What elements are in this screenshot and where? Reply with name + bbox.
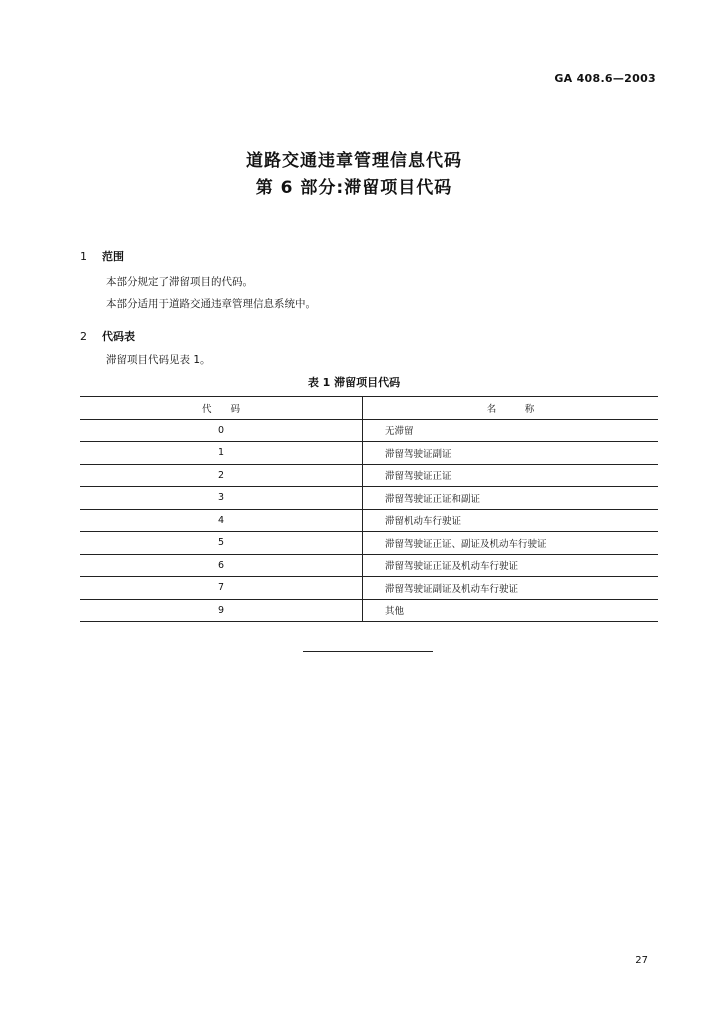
table-row [80, 419, 658, 442]
name-cell: 滞留机动车行驶证 [363, 509, 659, 532]
code-table [80, 396, 658, 622]
table-caption: 表 1 滞留项目代码 [307, 376, 401, 389]
code-cell: 7 [80, 577, 363, 600]
page-number: 27 [635, 955, 648, 966]
section-heading-code-table [80, 328, 135, 344]
name-cell: 滞留驾驶证正证及机动车行驶证 [363, 554, 659, 577]
code-cell: 6 [80, 554, 363, 577]
standard-code: GA 408.6—2003 [554, 72, 656, 85]
code-cell: 1 [80, 442, 363, 465]
code-cell: 5 [80, 532, 363, 555]
name-cell: 其他 [363, 599, 659, 622]
table-header-row [80, 397, 658, 420]
name-cell: 滞留驾驶证副证 [363, 442, 659, 465]
table-row [80, 487, 658, 510]
table-row [80, 532, 658, 555]
section-number: 2 [80, 330, 87, 343]
column-header-name: 名 称 [363, 397, 659, 420]
paragraph: 滞留项目代码见表 1。 [106, 354, 211, 366]
table-row [80, 509, 658, 532]
code-cell: 4 [80, 509, 363, 532]
code-cell: 0 [80, 419, 363, 442]
column-header-code: 代 码 [80, 397, 363, 420]
document-subtitle: 第 6 部分:滞留项目代码 [255, 178, 453, 198]
end-of-document-rule [303, 651, 433, 652]
paragraph: 本部分规定了滞留项目的代码。 [106, 276, 253, 288]
name-cell: 无滞留 [363, 419, 659, 442]
section-title: 范围 [102, 250, 124, 263]
table-row [80, 577, 658, 600]
paragraph: 本部分适用于道路交通违章管理信息系统中。 [106, 298, 316, 310]
name-cell: 滞留驾驶证正证 [363, 464, 659, 487]
code-cell: 2 [80, 464, 363, 487]
name-cell: 滞留驾驶证正证和副证 [363, 487, 659, 510]
table-row [80, 599, 658, 622]
name-cell: 滞留驾驶证副证及机动车行驶证 [363, 577, 659, 600]
section-title: 代码表 [102, 330, 135, 343]
table-row [80, 464, 658, 487]
document-title: 道路交通违章管理信息代码 [246, 151, 462, 171]
section-heading-scope [80, 248, 124, 264]
code-cell: 9 [80, 599, 363, 622]
code-cell: 3 [80, 487, 363, 510]
name-cell: 滞留驾驶证正证、副证及机动车行驶证 [363, 532, 659, 555]
table-row [80, 442, 658, 465]
section-number: 1 [80, 250, 87, 263]
table-row [80, 554, 658, 577]
